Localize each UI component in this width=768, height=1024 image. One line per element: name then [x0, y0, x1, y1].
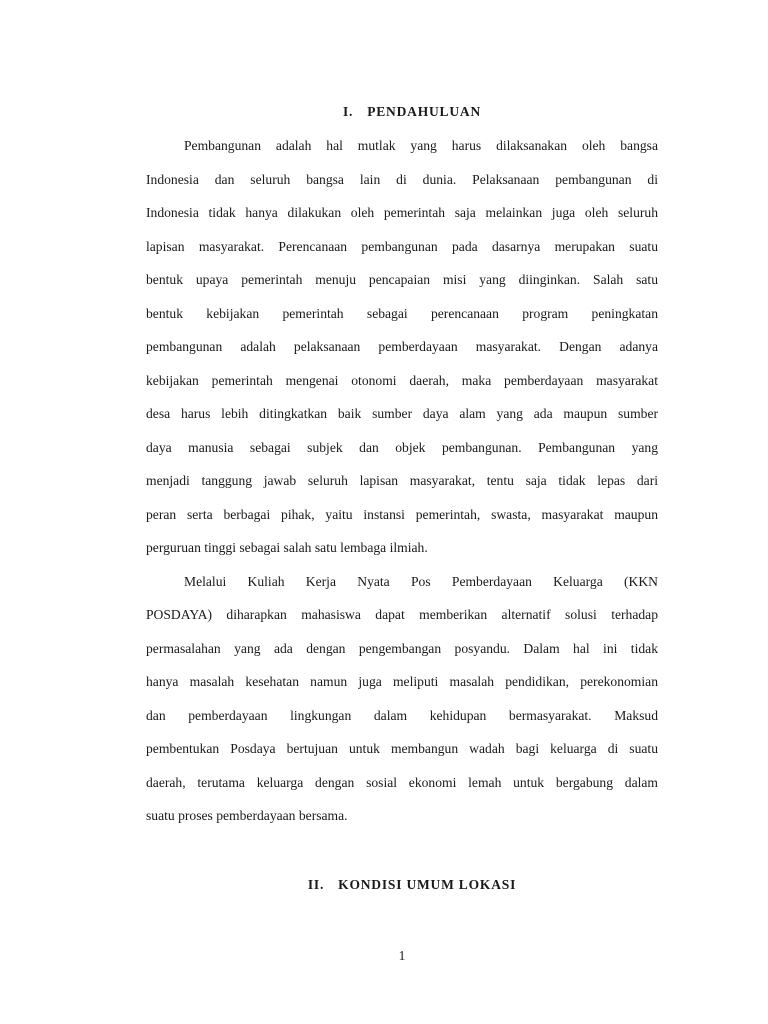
- paragraph-line: menjadi tanggung jawab seluruh lapisan masyarakat, tentu saja tidak lepas dari: [146, 473, 658, 488]
- paragraph-line: hanya masalah kesehatan namun juga meliputi masalah pendidikan, perekonomian: [146, 674, 658, 689]
- paragraph-line: suatu proses pemberdayaan bersama.: [146, 808, 348, 823]
- section-number: I.: [342, 104, 354, 119]
- page-number: 1: [398, 948, 406, 963]
- section-heading-kondisi-umum-lokasi: [28, 877, 768, 893]
- section-heading-pendahuluan: [28, 104, 768, 120]
- paragraph-line: peran serta berbagai pihak, yaitu instansi pemerintah, swasta, masyarakat maupun: [146, 507, 658, 522]
- paragraph-line: Indonesia tidak hanya dilakukan oleh pemerintah saja melainkan juga oleh seluruh: [146, 205, 658, 220]
- paragraph-line: pembentukan Posdaya bertujuan untuk membangun wadah bagi keluarga di suatu: [146, 741, 658, 756]
- paragraph-line: dan pemberdayaan lingkungan dalam kehidupan bermasyarakat. Maksud: [146, 708, 658, 723]
- paragraph-line: perguruan tinggi sebagai salah satu lembaga ilmiah.: [146, 540, 428, 555]
- paragraph-line: bentuk upaya pemerintah menuju pencapaian misi yang diinginkan. Salah satu: [146, 272, 658, 287]
- paragraph-line: Indonesia dan seluruh bangsa lain di dunia. Pelaksanaan pembangunan di: [146, 172, 658, 187]
- paragraph-line: daerah, terutama keluarga dengan sosial ekonomi lemah untuk bergabung dalam: [146, 775, 658, 790]
- paragraph-line: permasalahan yang ada dengan pengembangan posyandu. Dalam hal ini tidak: [146, 641, 658, 656]
- section-title: KONDISI UMUM LOKASI: [338, 877, 517, 892]
- paragraph-line: Melalui Kuliah Kerja Nyata Pos Pemberdayaan Keluarga (KKN: [184, 574, 658, 589]
- section-number: II.: [307, 877, 325, 892]
- paragraph-line: Pembangunan adalah hal mutlak yang harus dilaksanakan oleh bangsa: [184, 138, 658, 153]
- paragraph-line: desa harus lebih ditingkatkan baik sumber daya alam yang ada maupun sumber: [146, 406, 658, 421]
- paragraph-line: kebijakan pemerintah mengenai otonomi daerah, maka pemberdayaan masyarakat: [146, 373, 658, 388]
- section-title: PENDAHULUAN: [367, 104, 482, 119]
- paragraph-line: POSDAYA) diharapkan mahasiswa dapat memberikan alternatif solusi terhadap: [146, 607, 658, 622]
- paragraph-line: pembangunan adalah pelaksanaan pemberdayaan masyarakat. Dengan adanya: [146, 339, 658, 354]
- paragraph-line: lapisan masyarakat. Perencanaan pembangunan pada dasarnya merupakan suatu: [146, 239, 658, 254]
- paragraph-line: daya manusia sebagai subjek dan objek pembangunan. Pembangunan yang: [146, 440, 658, 455]
- paragraph-line: bentuk kebijakan pemerintah sebagai perencanaan program peningkatan: [146, 306, 658, 321]
